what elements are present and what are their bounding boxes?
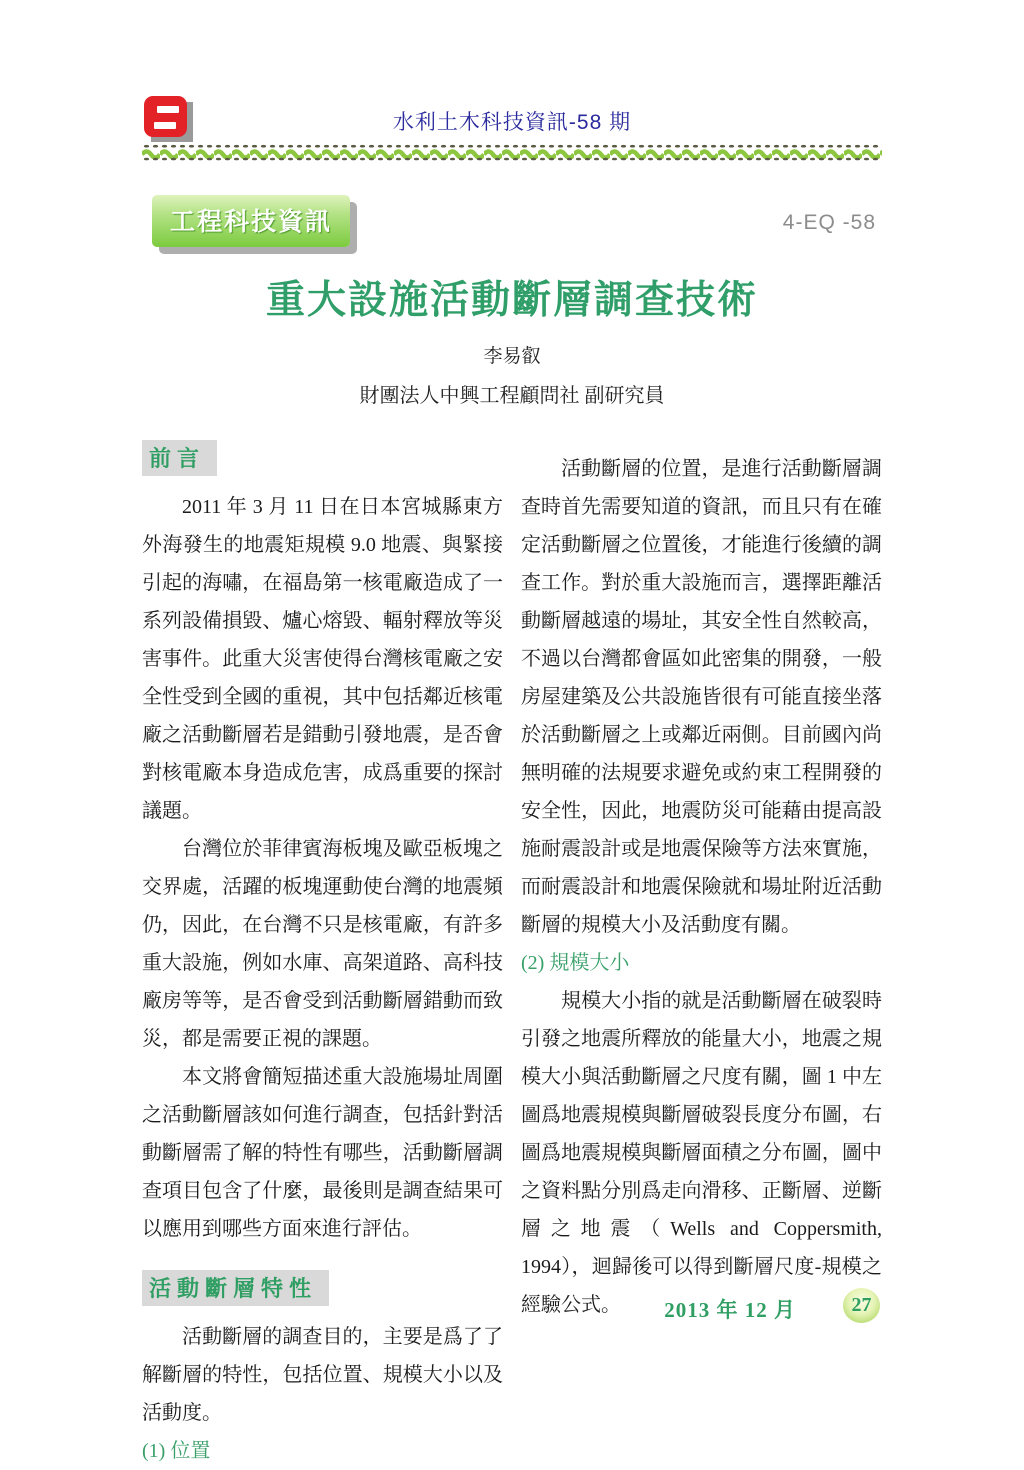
page-content [142, 0, 882, 1470]
journal-title: 水利土木科技資訊-58 期 [392, 111, 632, 134]
subheading-magnitude: (2) 規模大小 [521, 952, 630, 974]
subheading-location: (1) 位置 [142, 1440, 211, 1462]
decorative-wave-border [142, 144, 882, 161]
page-number-badge: 27 [843, 1288, 880, 1323]
paragraph: 台灣位於菲律賓海板塊及歐亞板塊之交界處，活躍的板塊運動使台灣的地震頻仍，因此，在台灣不只是核電廠，有許多重大設施，例如水庫、高架道路、高科技廠房等等，是否會受到活動斷層錯動而致災，都是需要正視的課題。 [142, 838, 503, 1050]
page-header [142, 96, 882, 144]
article-code: 4-EQ -58 [782, 211, 876, 234]
section-heading-fault-characteristics: 活動斷層特性 [142, 1270, 329, 1306]
article-author: 李易叡 [483, 346, 541, 367]
paragraph: 2011 年 3 月 11 日在日本宮城縣東方外海發生的地震矩規模 9.0 地震、與緊接引起的海嘯，在福島第一核電廠造成了一系列設備損毀、爐心熔毀、輻射釋放等災害事件。此重大災害使得台灣核電廠之安全性受到全國的重視，其中包括鄰近核電廠之活動斷層若是錯動引發地震，是否會對核電廠本身造成危害，成爲重要的探討議題。 [142, 496, 503, 822]
article-head-row [142, 195, 882, 247]
category-badge: 工程科技資訊 [152, 195, 350, 247]
paragraph: 本文將會簡短描述重大設施場址周圍之活動斷層該如何進行調查，包括針對活動斷層需了解的特性有哪些，活動斷層調查項目包含了什麼，最後則是調查結果可以應用到哪些方面來進行評估。 [142, 1066, 503, 1240]
section-heading-foreword: 前言 [142, 440, 217, 476]
paragraph: 規模大小指的就是活動斷層在破裂時引發之地震所釋放的能量大小，地震之規模大小與活動斷層之尺度有關，圖 1 中左圖爲地震規模與斷層破裂長度分布圖，右圖爲地震規模與斷層面積之分布圖，圖中之資料點分別爲走向滑移、正斷層、逆斷層之地震（Wells and Coppersmith, 1994），迴歸後可以得到斷層尺度-規模之經驗公式。 [521, 990, 882, 1316]
page-footer [142, 1288, 882, 1328]
paragraph: 活動斷層的調查目的，主要是爲了了解斷層的特性，包括位置、規模大小以及活動度。 [142, 1326, 503, 1424]
article-affiliation: 財團法人中興工程顧問社 副研究員 [359, 385, 665, 407]
article-title: 重大設施活動斷層調查技術 [265, 279, 758, 322]
paragraph: 活動斷層的位置，是進行活動斷層調查時首先需要知道的資訊，而且只有在確定活動斷層之位置後，才能進行後續的調查工作。對於重大設施而言，選擇距離活動斷層越遠的場址，其安全性自然較高，不過以台灣都會區如此密集的開發，一般房屋建築及公共設施皆很有可能直接坐落於活動斷層之上或鄰近兩側。目前國內尚無明確的法規要求避免或約束工程開發的安全性，因此，地震防災可能藉由提高設施耐震設計或是地震保險等方法來實施，而耐震設計和地震保險就和場址附近活動斷層的規模大小及活動度有關。 [521, 458, 882, 936]
footer-date: 2013 年 12 月 [664, 1298, 796, 1322]
